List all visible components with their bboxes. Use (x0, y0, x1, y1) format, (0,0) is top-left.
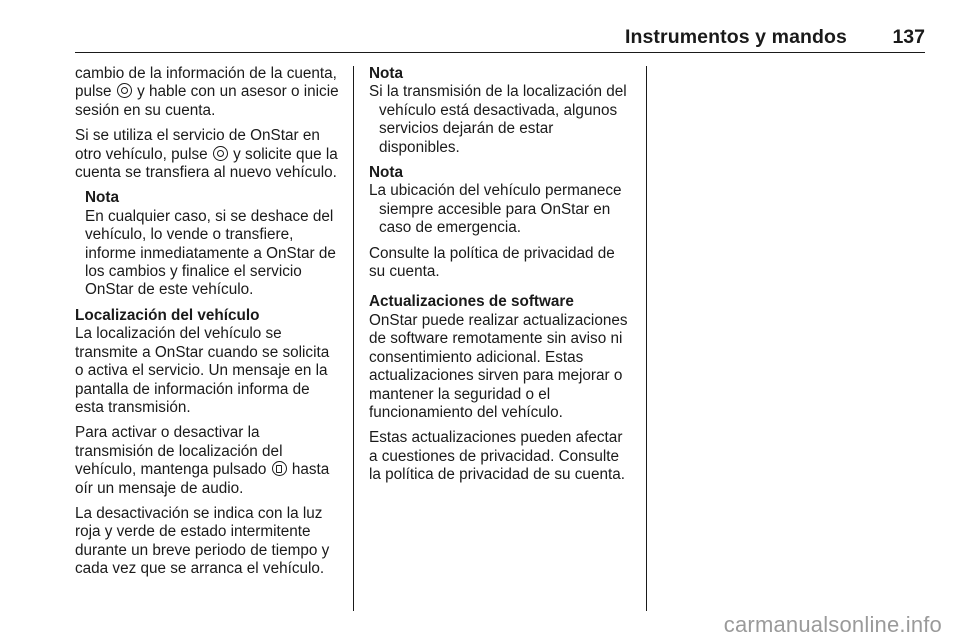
note-box (369, 164, 635, 238)
paragraph: Estas actualizaciones pueden afectar a cuestiones de privacidad. Consulte la política de privacidad de su cuenta. (369, 429, 625, 484)
paragraph: Si se utiliza el servicio de OnStar en otro vehículo, pulse y solicite que la cuenta se transfiera al nuevo vehículo. (75, 127, 338, 182)
paragraph: Para activar o desactivar la transmisión de localización del vehículo, mantenga pulsado hasta oír un mensaje de audio. (75, 424, 330, 497)
page-header (75, 26, 925, 56)
section-heading: Localización del vehículo (75, 306, 260, 324)
left-column (75, 65, 341, 586)
note-text: La ubicación del vehículo permanece siempre accesible para OnStar en caso de emergencia. (369, 182, 622, 237)
note-box (369, 65, 635, 157)
note-box (75, 189, 341, 299)
onstar-button-icon (213, 146, 228, 161)
paragraph: cambio de la información de la cuenta, pulse y hable con un asesor o inicie sesión en su cuenta. (75, 65, 339, 119)
note-title: Nota (85, 189, 119, 207)
column-divider (646, 66, 647, 611)
onstar-button-icon (117, 83, 132, 98)
page-number: 137 (892, 26, 925, 48)
watermark: carmanualsonline.info (723, 612, 942, 637)
paragraph: La localización del vehículo se transmite a OnStar cuando se solicita o activa el servicio. Un mensaje en la pantalla de información informa de esta transmisión. (75, 325, 330, 416)
note-title: Nota (369, 65, 403, 82)
middle-column (369, 65, 635, 492)
page-title: Instrumentos y mandos (624, 26, 847, 48)
privacy-button-icon (272, 461, 287, 476)
note-title: Nota (369, 164, 403, 182)
note-text: En cualquier caso, si se deshace del vehículo, lo vende o transfiere, informe inmediatamente a OnStar de los cambios y finalice el servicio OnStar de este vehículo. (85, 207, 336, 299)
note-text: Si la transmisión de la localización del vehículo está desactivada, algunos servicios dejarán de estar disponibles. (369, 83, 627, 156)
header-rule (75, 52, 925, 53)
paragraph: Consulte la política de privacidad de su cuenta. (369, 244, 615, 281)
paragraph: La desactivación se indica con la luz roja y verde de estado intermitente durante un breve periodo de tiempo y cada vez que se arranca el vehículo. (75, 504, 330, 578)
paragraph: OnStar puede realizar actualizaciones de software remotamente sin aviso ni consentimiento adicional. Estas actualizaciones sirven para mejorar o mantener la seguridad o el funcionamiento del vehículo. (369, 311, 628, 421)
column-divider (353, 66, 354, 611)
section-heading: Actualizaciones de software (369, 293, 574, 311)
